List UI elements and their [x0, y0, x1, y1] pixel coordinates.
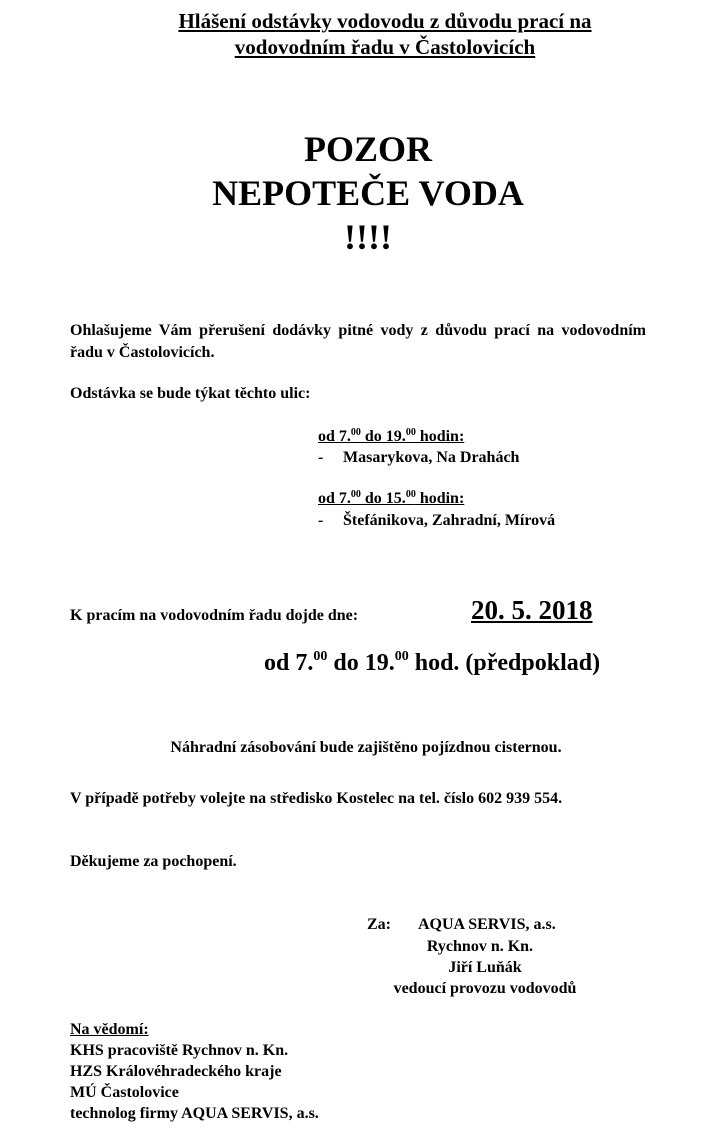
- hours-mid: do 19.: [327, 650, 395, 676]
- title-line-1: Hlášení odstávky vodovodu z důvodu prací na: [178, 9, 592, 33]
- schedule-2-mid: do 15.: [360, 490, 406, 507]
- signature-role: vedoucí provozu vodovodů: [393, 980, 577, 997]
- hours-sup2: 00: [394, 649, 409, 664]
- signature-name: Jiří Luňák: [448, 959, 522, 976]
- thanks-note: Děkujeme za pochopení.: [70, 853, 237, 870]
- cc-heading: Na vědomí:: [70, 1021, 149, 1038]
- schedule-1-sup2: 00: [405, 427, 416, 438]
- cc-item: technolog firmy AQUA SERVIS, a.s.: [70, 1105, 319, 1122]
- signature-company: AQUA SERVIS, a.s.: [418, 916, 556, 933]
- replacement-note: Náhradní zásobování bude zajištěno pojízdnou cisternou.: [170, 739, 562, 756]
- cc-item: KHS pracoviště Rychnov n. Kn.: [70, 1042, 289, 1059]
- schedule-2-sup1: 00: [350, 489, 361, 500]
- schedule-streets-2: Štefánikova, Zahradní, Mírová: [343, 512, 556, 529]
- schedule-time-1: [318, 426, 464, 448]
- work-hours: [264, 650, 600, 677]
- contact-note: V případě potřeby volejte na středisko Kostelec na tel. číslo 602 939 554.: [70, 790, 563, 807]
- schedule-time-2: [318, 488, 464, 510]
- signature-za: Za:: [367, 916, 391, 933]
- schedule-1-sup1: 00: [350, 427, 361, 438]
- intro-paragraph: Ohlašujeme Vám přerušení dodávky pitné vody z důvodu prací na vodovodním řadu v Častolovicích.: [70, 322, 646, 361]
- schedule-bullet-1: -: [318, 449, 324, 466]
- schedule-streets-1: Masarykova, Na Drahách: [343, 449, 520, 466]
- hours-sup1: 00: [313, 649, 328, 664]
- signature-city: Rychnov n. Kn.: [426, 938, 534, 955]
- schedule-2-sup2: 00: [405, 489, 416, 500]
- warning-line-3: !!!!: [344, 217, 392, 257]
- title-line-2: vodovodním řadu v Častolovicích: [234, 35, 536, 59]
- schedule-1-suffix: hodin:: [415, 428, 465, 445]
- document-title: [0, 8, 704, 60]
- warning-line-1: POZOR: [303, 129, 432, 169]
- cc-item: MÚ Častolovice: [70, 1084, 179, 1101]
- streets-intro: Odstávka se bude týkat těchto ulic:: [70, 385, 311, 402]
- cc-item: HZS Královéhradeckého kraje: [70, 1063, 282, 1080]
- warning-line-2: NEPOTEČE VODA: [212, 173, 524, 213]
- schedule-2-prefix: od 7.: [318, 490, 351, 507]
- work-label: K pracím na vodovodním řadu dojde dne:: [70, 607, 359, 624]
- schedule-2-suffix: hodin:: [415, 490, 465, 507]
- schedule-bullet-2: -: [318, 512, 324, 529]
- schedule-1-mid: do 19.: [360, 428, 406, 445]
- hours-prefix: od 7.: [264, 650, 314, 676]
- work-date: 20. 5. 2018: [471, 595, 593, 625]
- hours-suffix: hod. (předpoklad): [408, 650, 601, 676]
- schedule-1-prefix: od 7.: [318, 428, 351, 445]
